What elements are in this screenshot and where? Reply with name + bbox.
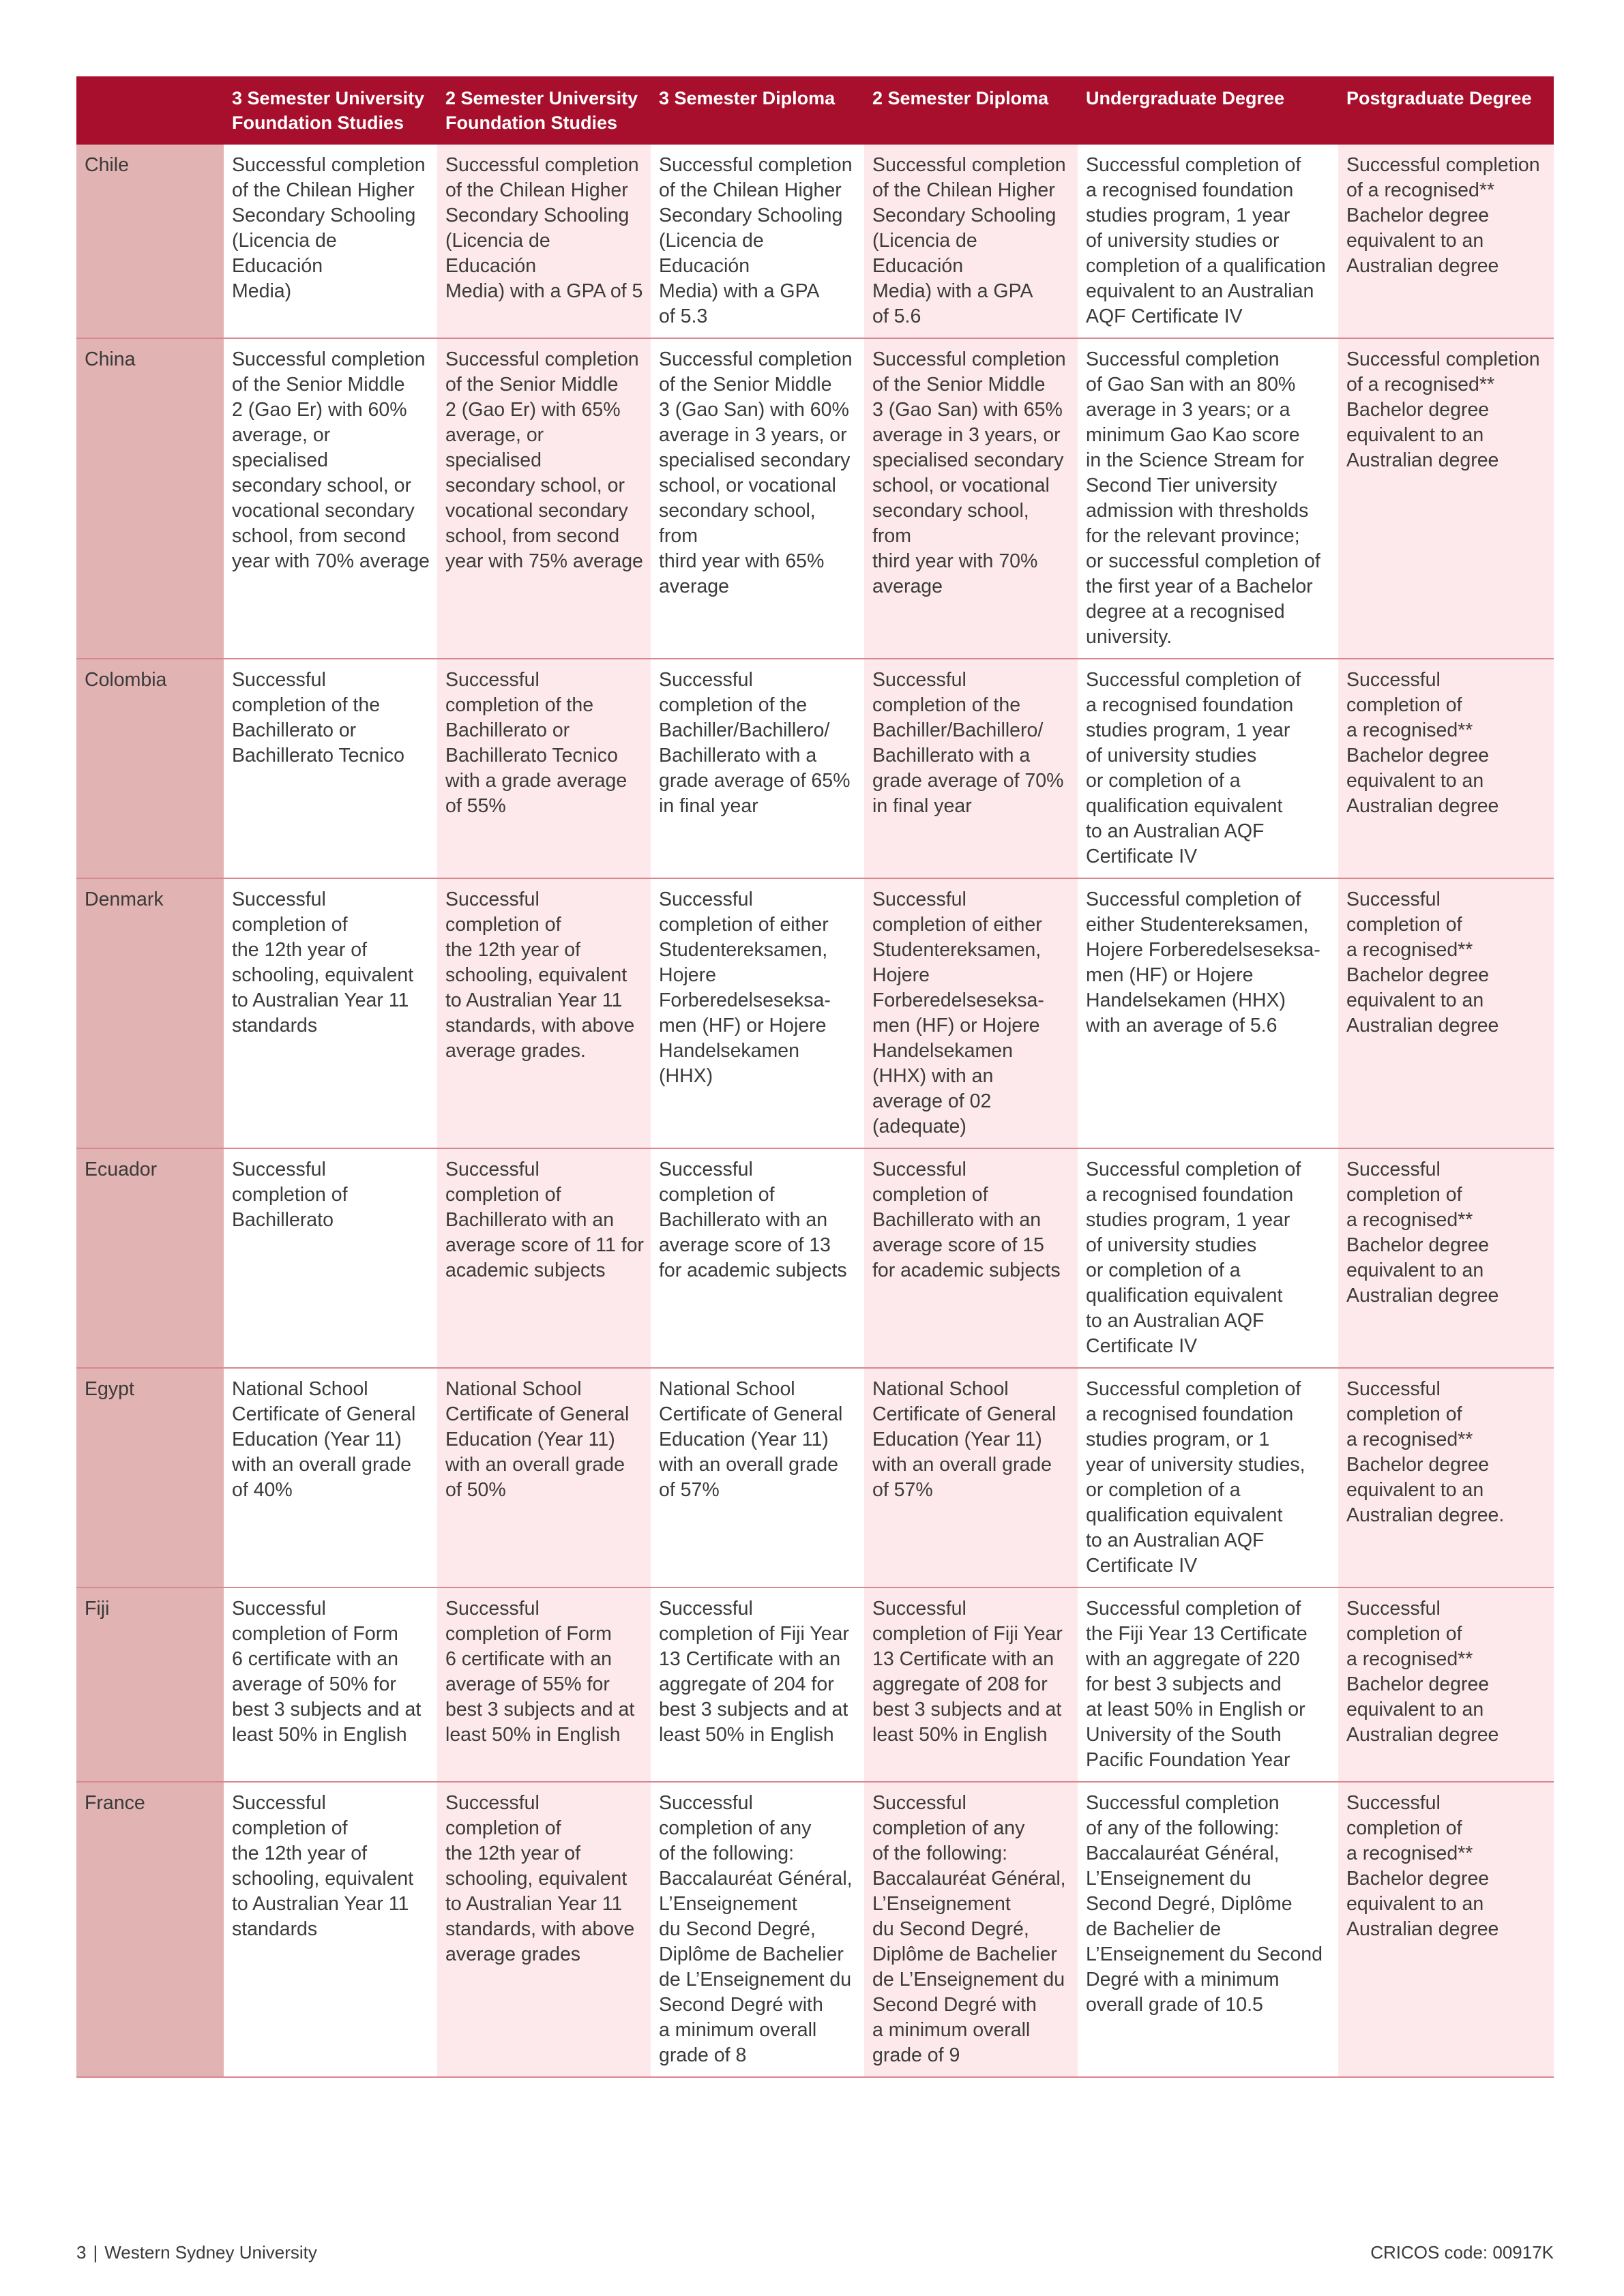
table-cell-text: Successful completion of Bachillerato with an average score of 11 for academic subjects [445, 1159, 644, 1281]
table-row [76, 338, 1554, 659]
table-cell [1338, 878, 1554, 1148]
table-cell-text: Successful completion of either Studentereksamen, Hojere Forberedelseseksa- men (HF) or Hojere Handelsekamen (HHX) [659, 889, 831, 1087]
table-cell-text: Successful completion of either Studentereksamen, Hojere Forberedelseseksa- men (HF) or Hojere Handelsekamen (HHX) with an average of 5.6 [1086, 889, 1320, 1037]
column-header [864, 76, 1078, 145]
table-cell [1338, 1368, 1554, 1587]
table-body [76, 145, 1554, 2077]
table-cell-text: Successful completion of the 12th year of schooling, equivalent to Australian Year 11 standards, with above average grades [445, 1792, 635, 1965]
table-cell [651, 1148, 864, 1368]
country-cell: Egypt [76, 1368, 224, 1587]
table-cell [651, 659, 864, 878]
table-cell-text: Successful completion of the Senior Middle 2 (Gao Er) with 65% average, or specialised secondary school, or vocational secondary school, from second year with 75% average [445, 348, 643, 572]
table-cell-text: Successful completion of a recognised foundation studies program, or 1 year of university studies, or completion of a qualification equivalent to an Australian AQF Certificate IV [1086, 1378, 1305, 1577]
table-cell [1338, 659, 1554, 878]
table-cell-text: Successful completion of the Bachillerato or Bachillerato Tecnico with a grade average of 55% [445, 669, 628, 817]
cricos-code: CRICOS code: 00917K [1370, 2242, 1554, 2263]
table-row [76, 878, 1554, 1148]
table-cell [1078, 1782, 1338, 2077]
column-header [1338, 76, 1554, 145]
page-number: 3 [76, 2242, 87, 2263]
table-cell-text: Successful completion of the Senior Middle 3 (Gao San) with 65% average in 3 years, or specialised secondary school, or vocational secondary school, from third year with 70% average [872, 348, 1066, 597]
table-cell [437, 1368, 651, 1587]
table-cell [1078, 338, 1338, 659]
table-cell [224, 1587, 437, 1782]
table-cell [1338, 145, 1554, 338]
header-country-column [76, 76, 224, 145]
entry-requirements-table-wrapper [76, 76, 1554, 2078]
table-cell-text: Successful completion of Form 6 certificate with an average of 55% for best 3 subjects and at least 50% in English [445, 1598, 635, 1746]
entry-requirements-table [76, 76, 1554, 2078]
table-cell-text: Successful completion of the 12th year of schooling, equivalent to Australian Year 11 standards [232, 1792, 414, 1940]
table-cell [224, 1368, 437, 1587]
publisher-name: Western Sydney University [104, 2242, 317, 2263]
table-cell-text: Successful completion of Fiji Year 13 Certificate with an aggregate of 208 for best 3 subjects and at least 50% in English [872, 1598, 1063, 1746]
column-header-label: 3 Semester Diploma [659, 88, 836, 108]
table-cell [224, 145, 437, 338]
column-header [1078, 76, 1338, 145]
table-row [76, 659, 1554, 878]
table-cell [864, 878, 1078, 1148]
table-cell-text: National School Certificate of General Education (Year 11) with an overall grade of 50% [445, 1378, 630, 1501]
column-header-label: Undergraduate Degree [1086, 88, 1285, 108]
table-cell [1338, 1148, 1554, 1368]
table-header-row [76, 76, 1554, 145]
table-cell [437, 338, 651, 659]
table-cell [437, 1587, 651, 1782]
table-cell-text: Successful completion of the Chilean Higher Secondary Schooling (Licencia de Educación Media) with a GPA of 5.6 [872, 154, 1066, 327]
table-cell-text: Successful completion of the Senior Middle 2 (Gao Er) with 60% average, or specialised secondary school, or vocational secondary school, from second year with 70% average [232, 348, 430, 572]
table-cell [1078, 659, 1338, 878]
table-cell-text: National School Certificate of General Education (Year 11) with an overall grade of 40% [232, 1378, 416, 1501]
table-cell [651, 1782, 864, 2077]
table-cell-text: Successful completion of a recognised** Bachelor degree equivalent to an Australian degree. [1346, 1378, 1505, 1526]
table-cell [1338, 338, 1554, 659]
column-header-label: 2 Semester University Foundation Studies [445, 88, 638, 133]
table-cell-text: Successful completion of the 12th year of schooling, equivalent to Australian Year 11 standards, with above average grades. [445, 889, 635, 1062]
table-cell [437, 1782, 651, 2077]
table-row [76, 1782, 1554, 2077]
table-cell [224, 338, 437, 659]
table-cell [651, 878, 864, 1148]
table-cell [224, 1782, 437, 2077]
table-cell-text: Successful completion of Form 6 certificate with an average of 50% for best 3 subjects and at least 50% in English [232, 1598, 422, 1746]
table-cell-text: Successful completion of the Chilean Higher Secondary Schooling (Licencia de Educación Media) [232, 154, 426, 302]
table-cell-text: National School Certificate of General Education (Year 11) with an overall grade of 57% [659, 1378, 843, 1501]
country-cell: Colombia [76, 659, 224, 878]
table-row [76, 1587, 1554, 1782]
table-cell-text: Successful completion of a recognised foundation studies program, 1 year of university studies or completion of a qualification equivalent to an Australian AQF Certificate IV [1086, 669, 1301, 867]
table-cell [651, 145, 864, 338]
table-row [76, 1148, 1554, 1368]
column-header-label: Postgraduate Degree [1346, 88, 1532, 108]
table-cell-text: Successful completion of Bachillerato with an average score of 13 for academic subjects [659, 1159, 847, 1281]
footer-separator: | [93, 2242, 98, 2263]
table-cell [437, 145, 651, 338]
table-cell-text: Successful completion of the Senior Middle 3 (Gao San) with 60% average in 3 years, or specialised secondary school, or vocational secondary school, from third year with 65% average [659, 348, 853, 597]
table-cell-text: Successful completion of Fiji Year 13 Certificate with an aggregate of 204 for best 3 subjects and at least 50% in English [659, 1598, 849, 1746]
table-cell-text: Successful completion of the Bachillerato or Bachillerato Tecnico [232, 669, 404, 766]
table-cell [864, 145, 1078, 338]
table-cell-text: Successful completion of any of the following: Baccalauréat Général, L’Enseignement du Second Degré, Diplôme de Bachelier de L’Enseignement du Second Degré with a minimum overall grade of 8 [659, 1792, 853, 2066]
table-cell [1338, 1587, 1554, 1782]
table-row [76, 145, 1554, 338]
table-cell-text: National School Certificate of General Education (Year 11) with an overall grade of 57% [872, 1378, 1057, 1501]
table-cell-text: Successful completion of the Bachiller/Bachillero/ Bachillerato with a grade average of 70% in final year [872, 669, 1064, 817]
table-cell [864, 1148, 1078, 1368]
table-cell [224, 878, 437, 1148]
footer-left [76, 2242, 317, 2263]
table-cell-text: Successful completion of either Studentereksamen, Hojere Forberedelseseksa- men (HF) or Hojere Handelsekamen (HHX) with an average of 02 (adequate) [872, 889, 1044, 1137]
table-cell-text: Successful completion of the Chilean Higher Secondary Schooling (Licencia de Educación Media) with a GPA of 5 [445, 154, 643, 302]
column-header [651, 76, 864, 145]
table-cell-text: Successful completion of a recognised** Bachelor degree equivalent to an Australian degree [1346, 889, 1499, 1037]
country-cell: Denmark [76, 878, 224, 1148]
table-cell [864, 1782, 1078, 2077]
table-cell [1078, 878, 1338, 1148]
table-cell [1338, 1782, 1554, 2077]
table-cell-text: Successful completion of a recognised** Bachelor degree equivalent to an Australian degree [1346, 1159, 1499, 1307]
table-cell [1078, 145, 1338, 338]
table-cell-text: Successful completion of a recognised** Bachelor degree equivalent to an Australian degree [1346, 154, 1540, 277]
table-cell [864, 338, 1078, 659]
column-header-label: 2 Semester Diploma [872, 88, 1049, 108]
table-cell [864, 1368, 1078, 1587]
table-cell-text: Successful completion of the Bachiller/Bachillero/ Bachillerato with a grade average of 65% in final year [659, 669, 851, 817]
table-cell-text: Successful completion of a recognised** Bachelor degree equivalent to an Australian degree [1346, 1598, 1499, 1746]
column-header-label: 3 Semester University Foundation Studies [232, 88, 425, 133]
table-cell [864, 659, 1078, 878]
table-cell-text: Successful completion of Gao San with an 80% average in 3 years; or a minimum Gao Kao score in the Science Stream for Second Tier university admission with thresholds for the relevant province; or successful completion of the first year of a Bachelor degree at a recognised university. [1086, 348, 1320, 648]
table-cell-text: Successful completion of Bachillerato with an average score of 15 for academic subjects [872, 1159, 1061, 1281]
table-cell-text: Successful completion of the 12th year of schooling, equivalent to Australian Year 11 standards [232, 889, 414, 1037]
country-cell: France [76, 1782, 224, 2077]
table-cell-text: Successful completion of a recognised foundation studies program, 1 year of university studies or completion of a qualification equivalent to an Australian AQF Certificate IV [1086, 154, 1326, 327]
column-header [437, 76, 651, 145]
table-cell-text: Successful completion of the Fiji Year 13 Certificate with an aggregate of 220 for best 3 subjects and at least 50% in English or University of the South Pacific Foundation Year [1086, 1598, 1308, 1771]
table-cell-text: Successful completion of the Chilean Higher Secondary Schooling (Licencia de Educación Media) with a GPA of 5.3 [659, 154, 853, 327]
column-header [224, 76, 437, 145]
table-cell-text: Successful completion of a recognised** Bachelor degree equivalent to an Australian degree [1346, 1792, 1499, 1940]
table-cell [1078, 1148, 1338, 1368]
table-cell-text: Successful completion of any of the following: Baccalauréat Général, L’Enseignement du Second Degré, Diplôme de Bachelier de L’Enseignement du Second Degré with a minimum overall grade of 9 [872, 1792, 1066, 2066]
table-cell [1078, 1587, 1338, 1782]
table-row [76, 1368, 1554, 1587]
table-cell [437, 1148, 651, 1368]
table-cell-text: Successful completion of any of the following: Baccalauréat Général, L’Enseignement du Second Degré, Diplôme de Bachelier de L’Enseignement du Second Degré with a minimum overall grade of 10.5 [1086, 1792, 1323, 2016]
table-cell [437, 659, 651, 878]
table-cell [437, 878, 651, 1148]
table-cell-text: Successful completion of a recognised** Bachelor degree equivalent to an Australian degree [1346, 669, 1499, 817]
country-cell: Fiji [76, 1587, 224, 1782]
table-cell-text: Successful completion of Bachillerato [232, 1159, 348, 1231]
table-cell [651, 1587, 864, 1782]
table-cell-text: Successful completion of a recognised foundation studies program, 1 year of university studies or completion of a qualification equivalent to an Australian AQF Certificate IV [1086, 1159, 1301, 1357]
table-cell-text: Successful completion of a recognised** Bachelor degree equivalent to an Australian degree [1346, 348, 1540, 471]
table-cell [651, 1368, 864, 1587]
table-cell [864, 1587, 1078, 1782]
table-cell [224, 659, 437, 878]
country-cell: Ecuador [76, 1148, 224, 1368]
table-cell [224, 1148, 437, 1368]
table-cell [651, 338, 864, 659]
country-cell: Chile [76, 145, 224, 338]
table-cell [1078, 1368, 1338, 1587]
country-cell: China [76, 338, 224, 659]
